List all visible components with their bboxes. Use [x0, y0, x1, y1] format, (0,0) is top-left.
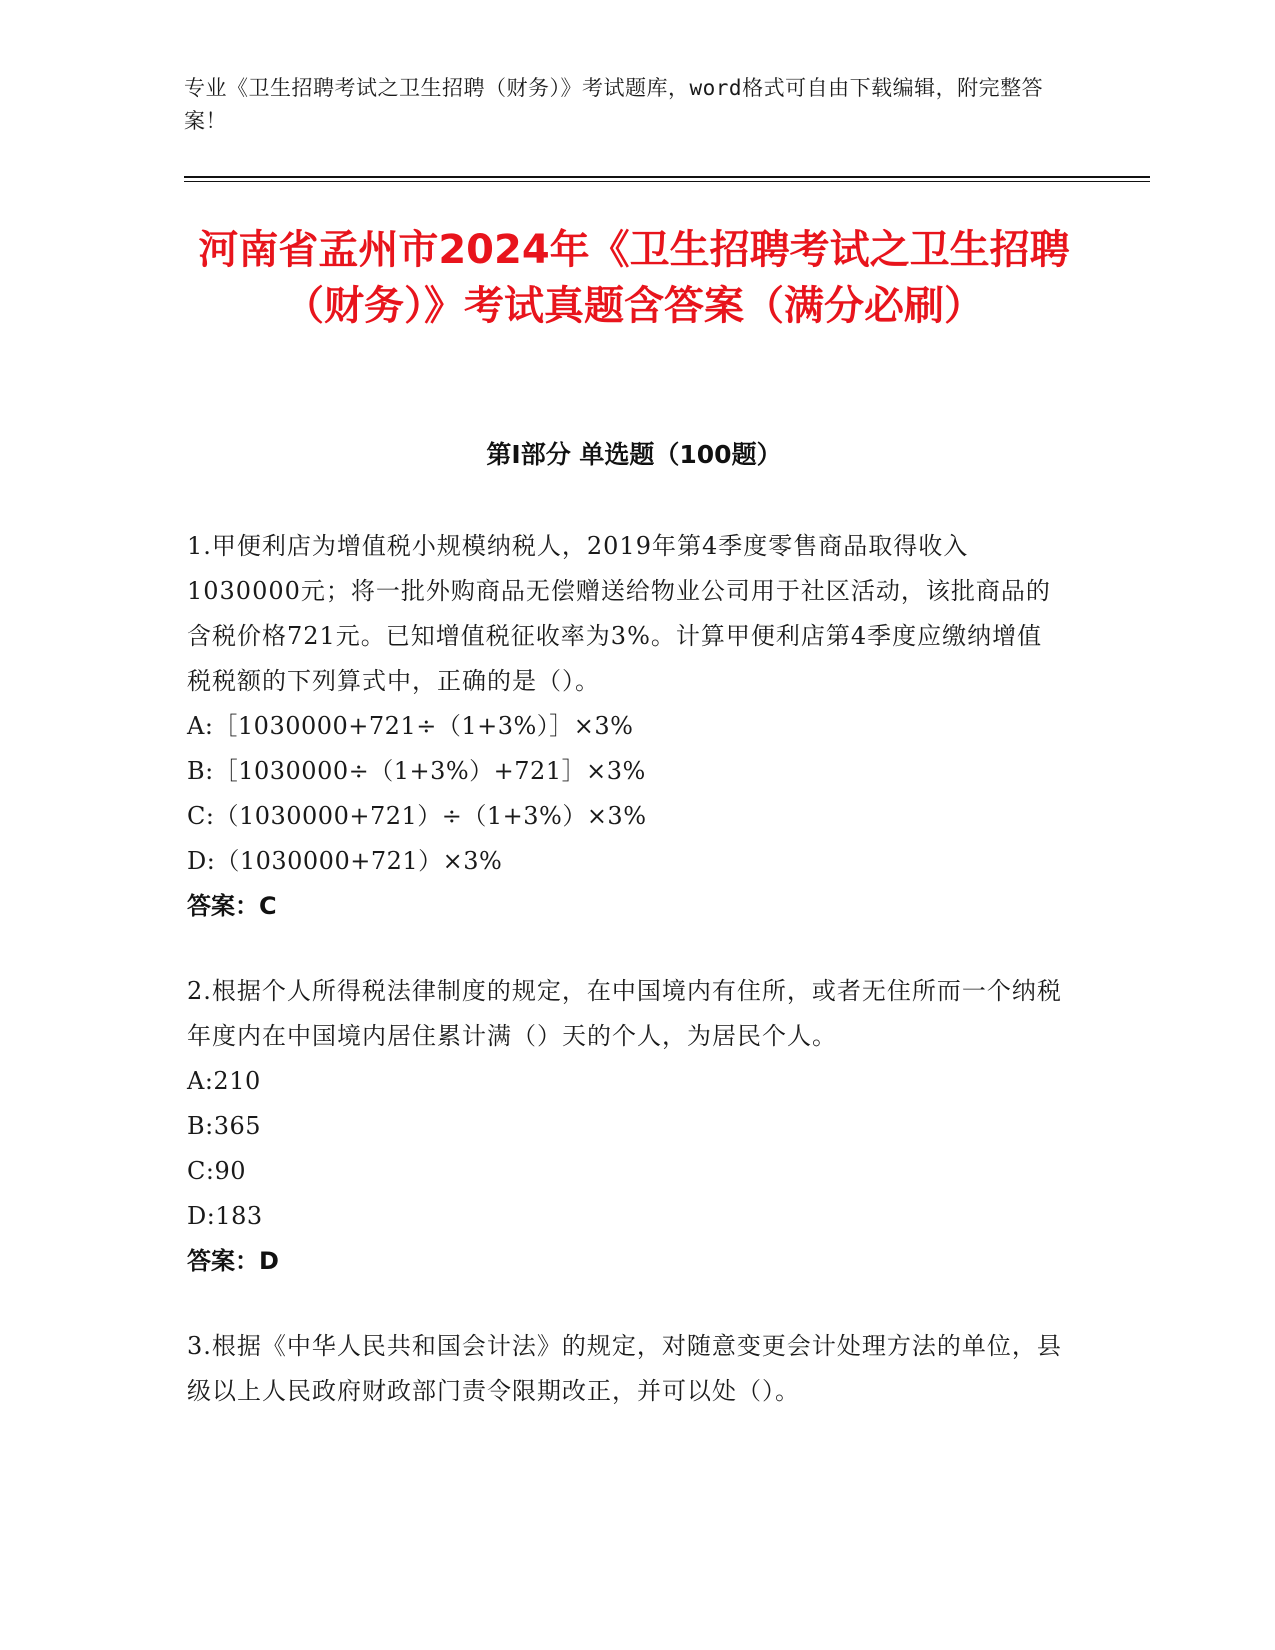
option-d: D:（1030000+721）×3%: [187, 847, 503, 875]
option-b: B:［1030000÷（1+3%）+721］×3%: [187, 757, 646, 785]
option-c: C:（1030000+721）÷（1+3%）×3%: [187, 802, 647, 830]
option-c: C:90: [187, 1157, 246, 1185]
question-stem: 3.根据《中华人民共和国会计法》的规定，对随意变更会计处理方法的单位，县级以上人民政府财政部门责令限期改正，并可以处（）。: [187, 1332, 1062, 1405]
header-note: 专业《卫生招聘考试之卫生招聘（财务）》考试题库，word格式可自由下载编辑，附完整答案！: [184, 76, 1044, 133]
question-item: [187, 524, 1067, 929]
question-item: [187, 1324, 1067, 1414]
header-divider-thin: [184, 181, 1150, 182]
answer-label: 答案：C: [187, 892, 277, 920]
option-b: B:365: [187, 1112, 262, 1140]
section-title: 第Ⅰ部分 单选题（100题）: [486, 440, 782, 469]
answer-label: 答案：D: [187, 1247, 279, 1275]
question-list: [187, 524, 1067, 1454]
option-a: A:210: [187, 1067, 261, 1095]
option-a: A:［1030000+721÷（1+3%）］×3%: [187, 712, 634, 740]
question-stem: 1.甲便利店为增值税小规模纳税人，2019年第4季度零售商品取得收入1030000元；将一批外购商品无偿赠送给物业公司用于社区活动，该批商品的含税价格721元。已知增值税征收率为3%。计算甲便利店第4季度应缴纳增值税税额的下列算式中，正确的是（）。: [187, 532, 1051, 695]
question-stem: 2.根据个人所得税法律制度的规定，在中国境内有住所，或者无住所而一个纳税年度内在中国境内居住累计满（）天的个人，为居民个人。: [187, 977, 1062, 1050]
question-item: [187, 969, 1067, 1284]
option-d: D:183: [187, 1202, 263, 1230]
document-title: 河南省孟州市2024年《卫生招聘考试之卫生招聘（财务）》考试真题含答案（满分必刷）: [198, 227, 1070, 329]
header-divider-thick: [184, 176, 1150, 178]
